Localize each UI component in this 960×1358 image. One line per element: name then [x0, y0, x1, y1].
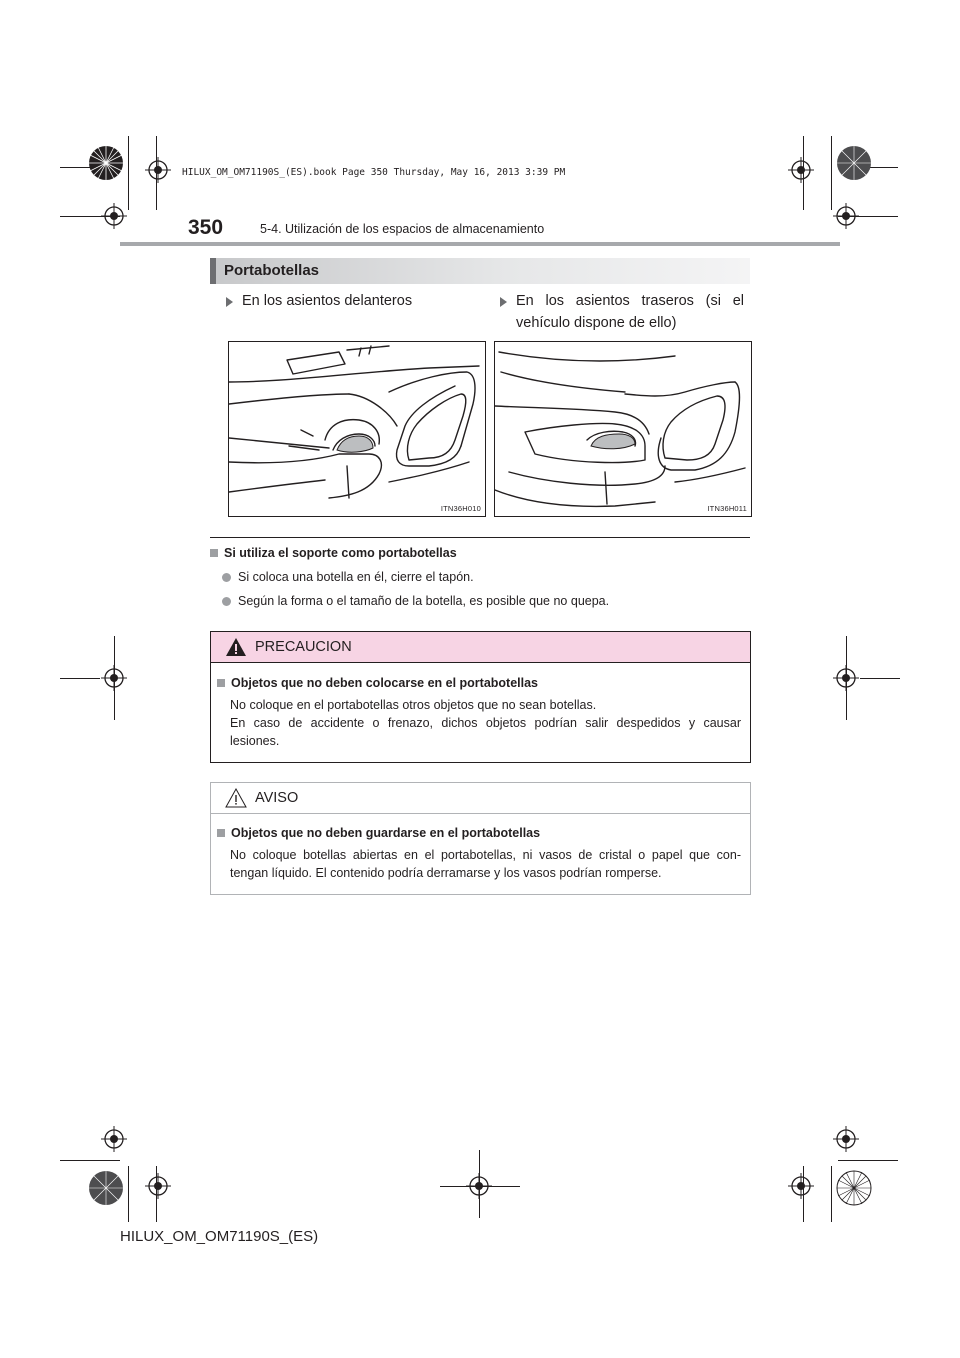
- square-bullet-icon: [210, 549, 218, 557]
- figure-code: ITN36H010: [440, 504, 481, 513]
- page-number: 350: [188, 216, 224, 239]
- triangle-bullet-icon: [226, 297, 233, 307]
- circle-bullet-icon: [222, 573, 231, 582]
- book-info-slug: HILUX_OM_OM71190S_(ES).book Page 350 Thursday, May 16, 2013 3:39 PM: [182, 167, 566, 178]
- circle-bullet-icon: [222, 597, 231, 606]
- warning-triangle-icon: [225, 788, 247, 808]
- caution-item-title: [217, 676, 538, 690]
- figure-rear-door-bottle-holder: [494, 341, 752, 517]
- caution-item-title-text: Objetos que no deben colocarse en el portabotellas: [231, 676, 539, 690]
- section-divider: [210, 537, 750, 538]
- color-rosette-icon: [836, 145, 872, 181]
- registration-mark-icon: [145, 1173, 171, 1199]
- crop-mark: [838, 1160, 898, 1161]
- caution-label: PRECAUCION: [255, 639, 352, 655]
- color-rosette-icon: [88, 1170, 124, 1206]
- note-title: [210, 546, 457, 560]
- crop-mark: [114, 636, 115, 720]
- figure-front-door-bottle-holder: [228, 341, 486, 517]
- square-bullet-icon: [217, 829, 225, 837]
- crop-mark: [60, 678, 100, 679]
- registration-mark-icon: [788, 1173, 814, 1199]
- color-rosette-icon: [836, 1170, 872, 1206]
- caption-text: En los asientos delanteros: [242, 293, 413, 309]
- notice-line: No coloque botellas abiertas en el portabotellas, ni vasos de cristal o papel que con-: [230, 848, 741, 862]
- notice-box: [210, 782, 751, 895]
- crop-mark: [831, 1166, 832, 1222]
- notice-item-text: [230, 846, 741, 882]
- note-bullet: [222, 594, 609, 608]
- square-bullet-icon: [217, 679, 225, 687]
- crop-mark: [128, 136, 129, 210]
- caption-text: En los asientos traseros (si el vehículo dispone de ello): [516, 293, 744, 331]
- crop-mark: [846, 636, 847, 720]
- registration-mark-icon: [145, 157, 171, 183]
- note-bullet-text: Si coloca una botella en él, cierre el tapón.: [238, 570, 474, 584]
- header-rule: [120, 242, 840, 246]
- footer-document-code: HILUX_OM_OM71190S_(ES): [120, 1228, 319, 1245]
- caption-front-seats: [226, 290, 476, 314]
- crop-mark: [128, 1166, 129, 1222]
- crop-mark: [440, 1186, 520, 1187]
- registration-mark-icon: [788, 157, 814, 183]
- color-rosette-icon: [88, 145, 124, 181]
- note-bullet: [222, 570, 474, 584]
- notice-label: AVISO: [255, 790, 299, 806]
- crop-mark: [860, 678, 900, 679]
- notice-item-title: [217, 826, 540, 840]
- caution-header: [211, 632, 750, 663]
- note-bullet-text: Según la forma o el tamaño de la botella, es posible que no quepa.: [238, 594, 610, 608]
- section-heading: [210, 258, 750, 284]
- caution-line: lesiones.: [230, 734, 280, 748]
- figure-code: ITN36H011: [707, 504, 747, 513]
- registration-mark-icon: [101, 1126, 127, 1152]
- section-title: 5-4. Utilización de los espacios de almacenamiento: [260, 222, 545, 236]
- section-heading-text: Portabotellas: [224, 262, 320, 279]
- crop-mark: [831, 136, 832, 210]
- caption-rear-seats: [500, 290, 744, 336]
- caution-item-text: [230, 696, 741, 750]
- caution-box: [210, 631, 751, 763]
- registration-mark-icon: [101, 203, 127, 229]
- caution-line: En caso de accidente o frenazo, dichos objetos podrían salir despedidos y causar: [230, 716, 741, 730]
- warning-triangle-icon: [225, 637, 247, 657]
- crop-mark: [60, 1160, 120, 1161]
- triangle-bullet-icon: [500, 297, 507, 307]
- note-title-text: Si utiliza el soporte como portabotellas: [224, 546, 457, 560]
- registration-mark-icon: [833, 1126, 859, 1152]
- registration-mark-icon: [833, 203, 859, 229]
- notice-line: tengan líquido. El contenido podría derramarse y los vasos podrían romperse.: [230, 866, 662, 880]
- caution-line: No coloque en el portabotellas otros objetos que no sean botellas.: [230, 698, 597, 712]
- rear-door-bottle-holder-illustration: [495, 342, 751, 516]
- front-door-bottle-holder-illustration: [229, 342, 485, 516]
- notice-header: [211, 783, 750, 814]
- notice-item-title-text: Objetos que no deben guardarse en el portabotellas: [231, 826, 541, 840]
- crop-mark: [479, 1150, 480, 1218]
- heading-marker: [210, 258, 216, 284]
